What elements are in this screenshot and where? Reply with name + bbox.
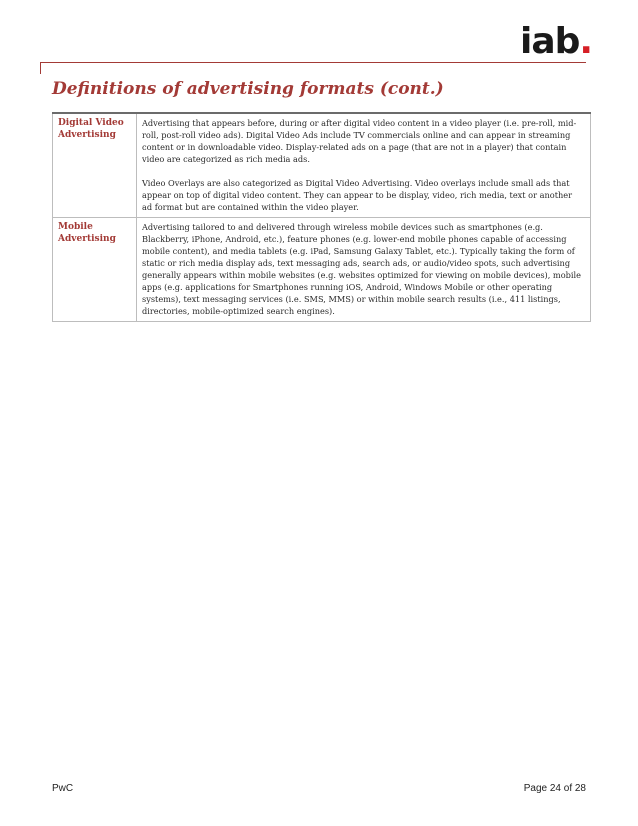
term-mobile-advertising: Mobile Advertising xyxy=(53,218,137,322)
footer-company: PwC xyxy=(52,783,74,794)
term-digital-video-advertising: Digital Video Advertising xyxy=(53,113,137,218)
definition-digital-video-advertising xyxy=(137,113,591,218)
page-title: Definitions of advertising formats (cont.) xyxy=(52,79,444,99)
header-rule xyxy=(40,62,586,63)
definition-mobile-advertising xyxy=(137,218,591,322)
definition-paragraph: Advertising that appears before, during or after digital video content in a video player (i.e. pre-roll, mid-roll, post-roll video ads). Digital Video Ads include TV commercials online and can appear in streaming content or in downloadable video. Display-related ads on a page (that are not in a player) that contain video are categorized as rich media ads. xyxy=(142,118,577,164)
definition-paragraph: Video Overlays are also categorized as Digital Video Advertising. Video overlays include small ads that appear on top of digital video content. They can appear to be display, video, rich media, text or another ad format but are contained within the video player. xyxy=(142,178,573,212)
definition-paragraph: Advertising tailored to and delivered through wireless mobile devices such as smartphones (e.g. Blackberry, iPhone, Android, etc.), feature phones (e.g. lower-end mobile phones capable of accessing mobile content), and media tablets (e.g. iPad, Samsung Galaxy Tablet, etc.). Typically taking the form of static or rich media display ads, text messaging ads, search ads, or audio/video spots, such advertising generally appears within mobile websites (e.g. websites optimized for viewing on mobile devices), mobile apps (e.g. applications for Smartphones running iOS, Android, Windows Mobile or other operating systems), text messaging services (i.e. SMS, MMS) or within mobile search results (i.e., 411 listings, directories, mobile-optimized search engines). xyxy=(142,222,581,316)
logo-text: iab xyxy=(520,21,580,62)
footer-page-number: Page 24 of 28 xyxy=(523,783,586,794)
table-row xyxy=(53,218,591,322)
logo-dot: . xyxy=(579,21,593,62)
definitions-table xyxy=(52,112,591,322)
header-rule-tick xyxy=(40,62,41,74)
iab-logo xyxy=(520,21,593,62)
table-row xyxy=(53,113,591,218)
